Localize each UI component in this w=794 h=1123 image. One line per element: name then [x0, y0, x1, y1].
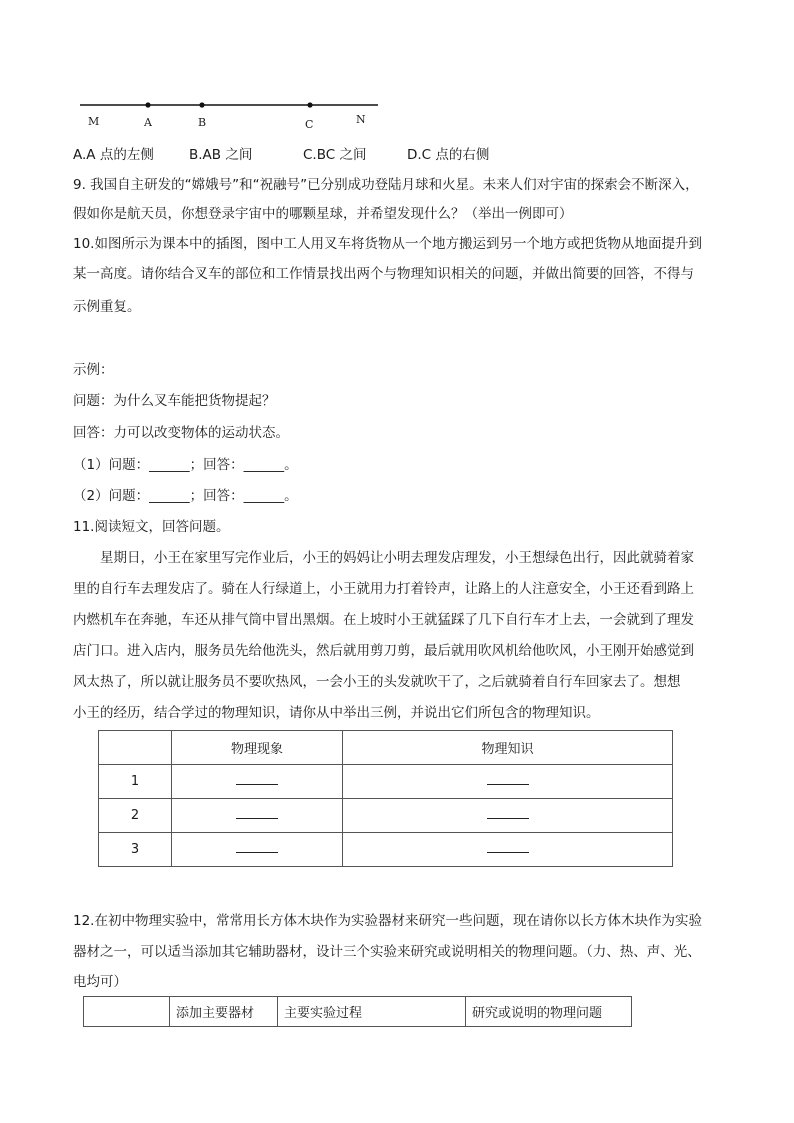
label-M: M	[88, 115, 100, 128]
q10-item-2: （2）问题：______；回答：______。	[73, 488, 298, 504]
table-header-cell	[99, 731, 172, 765]
knowledge-blank[interactable]	[343, 833, 673, 867]
row-number: 2	[99, 799, 172, 833]
point-A-dot	[145, 102, 150, 107]
q11-table	[98, 730, 673, 867]
q11-para-line-4: 店门口。进入店内，服务员先给他洗头，然后就用剪刀剪，最后就用吹风机给他吹风，小王刚开始感觉到	[73, 643, 694, 659]
row-number: 1	[99, 765, 172, 799]
q8-option-b: B.AB 之间	[189, 147, 253, 163]
row-number: 3	[99, 833, 172, 867]
q10-item-1: （1）问题：______；回答：______。	[73, 457, 298, 473]
label-N: N	[356, 113, 366, 126]
q11-para-line-2: 里的自行车去理发店了。骑在人行绿道上，小王就用力打着铃声，让路上的人注意安全，小王还看到路上	[73, 581, 694, 597]
q11-para-line-3: 内燃机车在奔驰，车还从排气筒中冒出黑烟。在上坡时小王就猛踩了几下自行车才上去，一会就到了理发	[73, 612, 694, 628]
q11-para-line-6: 小王的经历，结合学过的物理知识，请你从中举出三例，并说出它们所包含的物理知识。	[73, 705, 600, 721]
table-header-cell	[84, 997, 170, 1027]
q8-option-a: A.A 点的左侧	[73, 147, 154, 163]
q11-para-line-1: 星期日，小王在家里写完作业后，小王的妈妈让小明去理发店理发，小王想绿色出行，因此就骑着家	[100, 550, 694, 566]
q10-example-answer: 回答：力可以改变物体的运动状态。	[73, 425, 289, 441]
q11-title: 11.阅读短文，回答问题。	[73, 519, 230, 535]
table-row	[99, 799, 673, 833]
point-B-dot	[199, 102, 204, 107]
table-header-problem: 研究或说明的物理问题	[466, 997, 632, 1027]
label-B: B	[198, 116, 207, 129]
table-header-knowledge: 物理知识	[343, 731, 673, 765]
table-header-materials: 添加主要器材	[170, 997, 278, 1027]
q12-line-3: 电均可）	[73, 974, 127, 990]
knowledge-blank[interactable]	[343, 765, 673, 799]
q8-option-d: D.C 点的右侧	[407, 147, 490, 163]
point-C-dot	[307, 102, 312, 107]
knowledge-blank[interactable]	[343, 799, 673, 833]
q11-para-line-5: 风太热了，所以就让服务员不要吹热风，一会小王的头发就吹干了，之后就骑着自行车回家去了。想想	[73, 674, 681, 690]
q10-line-3: 示例重复。	[73, 299, 141, 315]
table-header-process: 主要实验过程	[278, 997, 466, 1027]
phenomenon-blank[interactable]	[172, 833, 343, 867]
q8-option-c: C.BC 之间	[303, 147, 367, 163]
number-line-figure	[0, 0, 794, 140]
table-header-row	[99, 731, 673, 765]
q10-line-1: 10.如图所示为课本中的插图，图中工人用叉车将货物从一个地方搬运到另一个地方或把货物从地面提升到	[73, 236, 702, 252]
q10-example-label: 示例：	[73, 362, 114, 378]
table-row	[99, 833, 673, 867]
label-A: A	[144, 116, 152, 129]
q12-line-1: 12.在初中物理实验中，常常用长方体木块作为实验器材来研究一些问题，现在请你以长方体木块作为实验	[73, 913, 702, 929]
table-header-phenomenon: 物理现象	[172, 731, 343, 765]
q12-table	[83, 996, 632, 1027]
q10-line-2: 某一高度。请你结合叉车的部位和工作情景找出两个与物理知识相关的问题，并做出简要的回答，不得与	[73, 266, 694, 282]
q9-line-2: 假如你是航天员，你想登录宇宙中的哪颗星球，并希望发现什么？（举出一例即可）	[73, 206, 573, 222]
phenomenon-blank[interactable]	[172, 765, 343, 799]
q12-line-2: 器材之一，可以适当添加其它辅助器材，设计三个实验来研究或说明相关的物理问题。（力、热、声、光、	[73, 944, 701, 960]
label-C: C	[305, 118, 314, 131]
table-row	[99, 765, 673, 799]
phenomenon-blank[interactable]	[172, 799, 343, 833]
q10-example-question: 问题：为什么叉车能把货物提起？	[73, 393, 276, 409]
table-header-row	[84, 997, 632, 1027]
q9-line-1: 9. 我国自主研发的“嫦娥号”和“祝融号”已分别成功登陆月球和火星。未来人们对宇宙的探索会不断深入，	[73, 177, 699, 193]
